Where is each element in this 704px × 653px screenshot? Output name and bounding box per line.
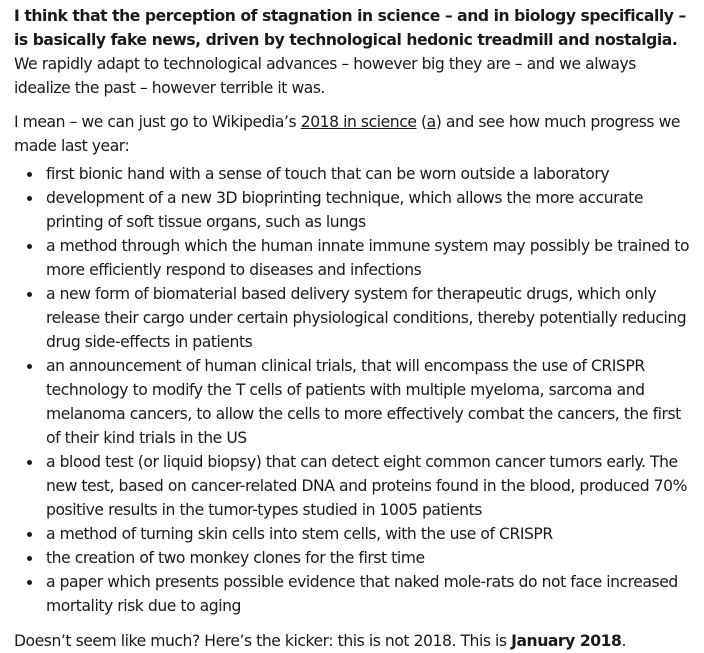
list-item: development of a new 3D bioprinting technique, which allows the more accurate printing of soft tissue organs, such as lungs xyxy=(14,186,694,234)
lead-text-before: I mean – we can just go to Wikipedia’s xyxy=(14,113,301,131)
closing-text-after: . xyxy=(621,632,626,650)
closing-bold-date: January 2018 xyxy=(511,632,622,650)
list-item: a paper which presents possible evidence that naked mole-rats do not face increased mortality risk due to aging xyxy=(14,570,694,618)
list-item: an announcement of human clinical trials, that will encompass the use of CRISPR technology to modify the T cells of patients with multiple myeloma, sarcoma and melanoma cancers, to allow the cells to more effectively combat the cancers, the first of their kind trials in the US xyxy=(14,354,694,450)
lead-text-mid: ( xyxy=(416,113,427,131)
lead-text-after: ) and see how much progress we made last year: xyxy=(14,113,681,155)
list-item: a new form of biomaterial based delivery system for therapeutic drugs, which only release their cargo under certain physiological conditions, thereby potentially reducing drug side-effects in patients xyxy=(14,282,694,354)
closing-text-before: Doesn’t seem like much? Here’s the kicker: this is not 2018. This is xyxy=(14,632,512,650)
link-archive[interactable]: a xyxy=(426,113,436,131)
link-2018-in-science[interactable]: 2018 in science xyxy=(300,113,417,131)
list-item: a method through which the human innate immune system may possibly be trained to more efficiently respond to diseases and infections xyxy=(14,234,694,282)
list-item: a method of turning skin cells into stem cells, with the use of CRISPR xyxy=(14,522,694,546)
list-item: a blood test (or liquid biopsy) that can detect eight common cancer tumors early. The new test, based on cancer-related DNA and proteins found in the blood, produced 70% positive results in the tumor-types studied in 1005 patients xyxy=(14,450,694,522)
list-item: the creation of two monkey clones for the first time xyxy=(14,546,694,570)
list-item: first bionic hand with a sense of touch that can be worn outside a laboratory xyxy=(14,162,694,186)
intro-bold-statement: I think that the perception of stagnation in science – and in biology specifically – is basically fake news, driven by technological hedonic treadmill and nostalgia. xyxy=(14,7,686,49)
intro-paragraph xyxy=(14,4,696,100)
achievements-list xyxy=(14,162,704,618)
closing-paragraph xyxy=(14,629,696,653)
intro-rest: We rapidly adapt to technological advances – however big they are – and we always idealize the past – however terrible it was. xyxy=(14,55,636,97)
lead-paragraph xyxy=(14,110,696,158)
